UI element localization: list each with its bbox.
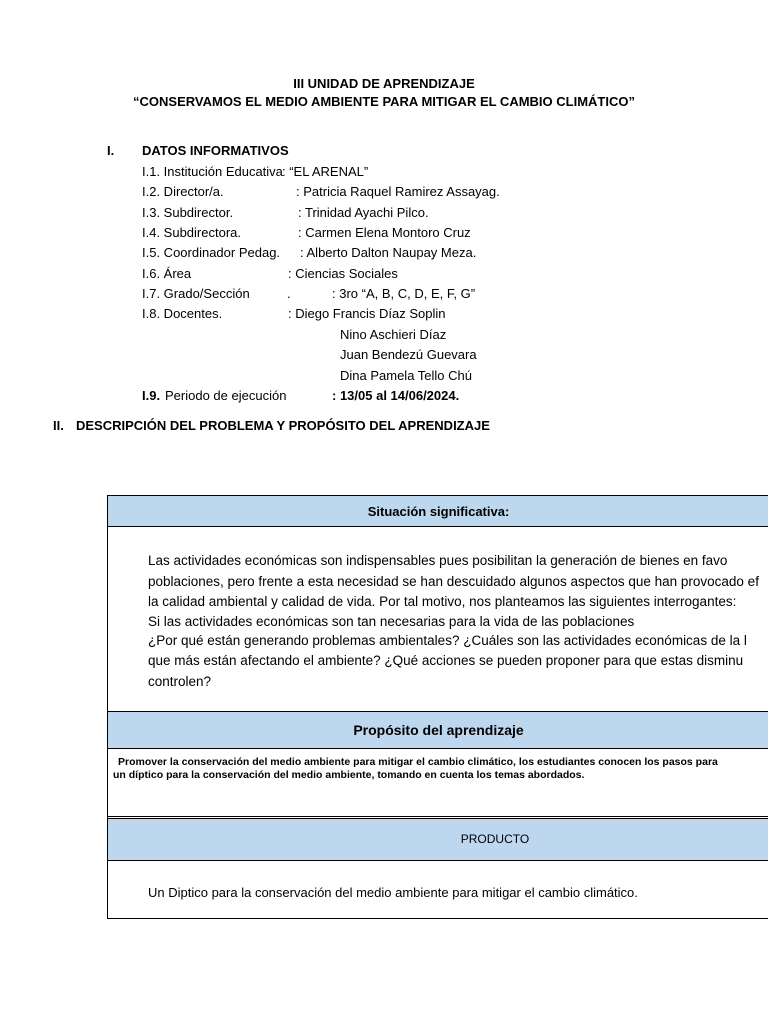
info-row-value: : Carmen Elena Montoro Cruz (298, 225, 471, 240)
section-2-number: II. (53, 418, 64, 433)
period-label: Periodo de ejecución (165, 388, 287, 403)
proposito-line: un díptico para la conservación del medio ambiente, tomando en cuenta los temas abordados. (113, 769, 585, 781)
section-1-heading: DATOS INFORMATIVOS (142, 143, 289, 158)
teacher-name: Juan Bendezú Guevara (340, 347, 477, 362)
proposito-line: Promover la conservación del medio ambiente para mitigar el cambio climático, los estudiantes conocen los pasos para (118, 756, 718, 768)
situacion-header-label: Situación significativa: (367, 504, 510, 519)
situacion-line: poblaciones, pero frente a esta necesidad se han descuidado algunos aspectos que han provocado ef (148, 573, 759, 589)
row-divider (108, 816, 768, 817)
producto-text: Un Diptico para la conservación del medio ambiente para mitigar el cambio climático. (148, 885, 638, 900)
info-row-label: I.2. Director/a. (142, 184, 224, 199)
teacher-name: Nino Aschieri Díaz (340, 327, 447, 342)
info-row-label: I.8. Docentes. (142, 306, 223, 321)
info-row-value: : Patricia Raquel Ramirez Assayag. (296, 184, 500, 199)
period-number: I.9. (142, 388, 161, 403)
info-row-label: I.5. Coordinador Pedag. (142, 245, 281, 260)
info-row-label: I.6. Área (142, 266, 192, 281)
situacion-line: ¿Por qué están generando problemas ambientales? ¿Cuáles son las actividades económicas de la l (148, 632, 747, 648)
unit-title: III UNIDAD DE APRENDIZAJE (293, 76, 475, 91)
info-row-value: : Ciencias Sociales (288, 266, 398, 281)
info-row-value: : Diego Francis Díaz Soplin (288, 306, 446, 321)
info-row-dot: . (287, 286, 291, 301)
situacion-line: Las actividades económicas son indispensables pues posibilitan la generación de bienes en favo (148, 553, 728, 568)
info-row-label: I.3. Subdirector. (142, 205, 234, 220)
producto-header (108, 818, 768, 861)
situacion-line: la calidad ambiental y calidad de vida. Por tal motivo, nos planteamos las siguientes interrogantes: (148, 594, 737, 609)
learning-table (107, 495, 768, 919)
proposito-header-label: Propósito del aprendizaje (353, 722, 524, 738)
info-row-label: I.7. Grado/Sección (142, 286, 250, 301)
info-row-value: : Alberto Dalton Naupay Meza. (300, 245, 477, 260)
info-row-value: : 3ro “A, B, C, D, E, F, G” (332, 286, 476, 301)
info-row-value: : Trinidad Ayachi Pilco. (298, 205, 429, 220)
situacion-line: controlen? (148, 673, 212, 689)
section-2-heading: DESCRIPCIÓN DEL PROBLEMA Y PROPÓSITO DEL APRENDIZAJE (76, 418, 490, 433)
situacion-text (148, 551, 768, 692)
situacion-line: Si las actividades económicas son tan necesarias para la vida de las poblaciones (148, 613, 635, 629)
info-row-value: : “EL ARENAL” (282, 164, 369, 179)
document-title: “CONSERVAMOS EL MEDIO AMBIENTE PARA MITIGAR EL CAMBIO CLIMÁTICO” (133, 94, 635, 109)
situacion-header (108, 495, 768, 527)
info-row-label: I.4. Subdirectora. (142, 225, 241, 240)
teacher-name: Dina Pamela Tello Chú (340, 368, 472, 383)
info-row-label: I.1. Institución Educativa (142, 164, 283, 179)
situacion-line: que más están afectando el ambiente? ¿Qué acciones se pueden proponer para que estas disminu (148, 653, 744, 668)
period-value: : 13/05 al 14/06/2024. (332, 388, 460, 403)
section-1-number: I. (107, 143, 115, 158)
producto-header-label: PRODUCTO (460, 832, 530, 846)
proposito-header (108, 711, 768, 749)
